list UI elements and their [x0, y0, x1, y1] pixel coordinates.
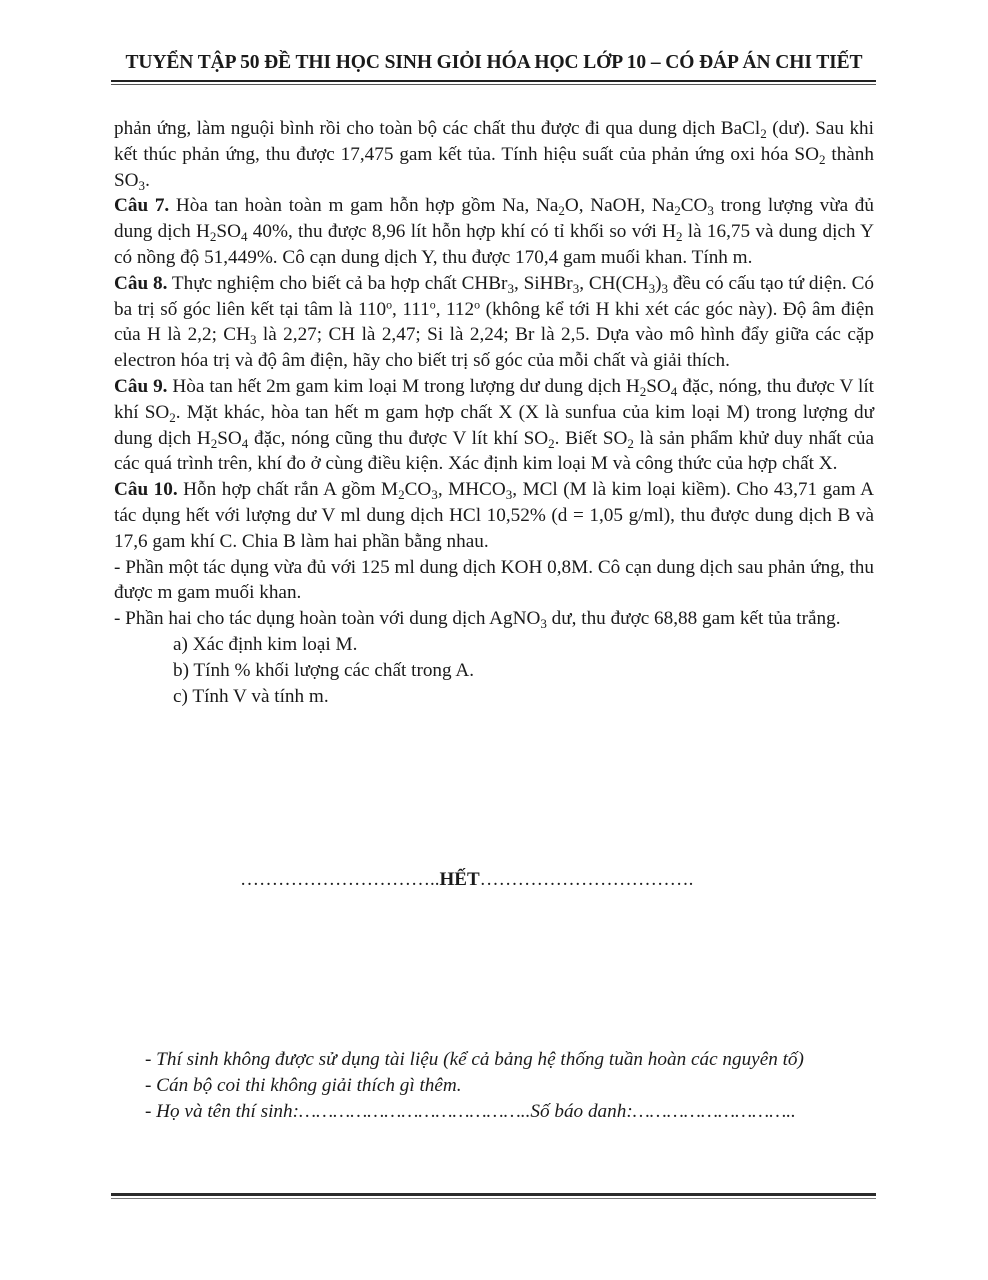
end-marker — [240, 869, 760, 891]
note-candidate-info: - Họ và tên thí sinh:…………………………………..Số báo danh:……………………….. — [145, 1101, 796, 1122]
subscript: 3 — [507, 280, 514, 296]
question-10 — [114, 477, 874, 554]
subscript: 4 — [240, 229, 248, 245]
question-8 — [114, 271, 874, 374]
text-run: CO — [404, 479, 432, 501]
subscript: 3 — [707, 203, 714, 219]
text-run: (không kể tới H khi xét các góc này). Độ âm điện của H là 2,2; CH — [114, 298, 874, 346]
text-run: Hòa tan hết 2m gam kim loại M trong lượng dư dung dịch H — [167, 375, 640, 397]
subscript: 4 — [670, 383, 678, 399]
subscript: 2 — [209, 229, 217, 245]
text-run: , 112 — [435, 298, 475, 320]
text-run: ) — [655, 272, 662, 294]
text-run: 40%, thu được 8,96 lít hỗn hợp khí có tỉ khối so với H — [247, 221, 676, 243]
text-run: đặc, nóng, thu được V lít khí SO — [114, 375, 874, 423]
text-run: O, NaOH, Na — [564, 195, 675, 217]
superscript: o — [474, 297, 481, 312]
question-label: Câu 8. — [114, 272, 168, 294]
subscript: 2 — [558, 203, 565, 219]
text-run: , CH(CH — [579, 272, 649, 294]
question-label: Câu 7. — [114, 195, 170, 217]
subscript: 2 — [548, 435, 555, 451]
subscript: 3 — [138, 177, 146, 193]
subscript: 2 — [169, 409, 176, 425]
text-run: , MHCO — [437, 479, 506, 501]
subscript: 2 — [639, 383, 647, 399]
subscript: 2 — [674, 203, 681, 219]
subscript: 3 — [572, 280, 580, 296]
text-run: dư, thu được 68,88 gam kết tủa trắng. — [546, 608, 841, 630]
document-header-title: TUYỂN TẬP 50 ĐỀ THI HỌC SINH GIỎI HÓA HỌC LỚP 10 – CÓ ĐÁP ÁN CHI TIẾT — [125, 52, 863, 73]
subscript: 3 — [431, 487, 438, 503]
text-run: Hỗn hợp chất rắn A gồm M — [177, 479, 399, 501]
text-run: CO — [680, 195, 708, 217]
text-run: phản ứng, làm nguội bình rồi cho toàn bộ các chất thu được đi qua dung dịch BaCl — [114, 118, 761, 139]
paragraph — [114, 116, 874, 193]
text-run: là sản phẩm khử duy nhất của các quá trình trên, khí đo ở cùng điều kiện. Xác định kim loại M và công thức của hợp chất X. — [114, 427, 874, 475]
text-run: trong lượng vừa đủ dung dịch H — [114, 195, 874, 243]
text-run: . Mặt khác, hòa tan hết m gam hợp chất X (X là sunfua của kim loại M) trong lượng dư dung dịch H — [114, 401, 875, 449]
end-marker-word: HẾT — [439, 869, 480, 890]
question-label: Câu 10. — [114, 479, 178, 501]
question-9 — [114, 374, 874, 477]
subscript: 3 — [648, 280, 656, 296]
text-run: - Phần một tác dụng vừa đủ với 125 ml dung dịch KOH 0,8M. Cô cạn dung dịch sau phản ứng, thu được m gam muối khan. — [114, 556, 874, 604]
sub-question-c: c) Tính V và tính m. — [173, 685, 329, 707]
text-run: Thực nghiệm cho biết cả ba hợp chất CHBr — [167, 272, 508, 294]
subscript: 2 — [398, 487, 405, 503]
exam-notes — [145, 1047, 885, 1125]
text-run: là 2,27; CH là 2,47; Si là 2,24; Br là 2,5. Dựa vào mô hình đẩy giữa các cặp electron hóa trị và độ âm điện, hãy cho biết trị số góc của mỗi chất và giải thích. — [114, 324, 874, 372]
question-7 — [114, 193, 874, 270]
subscript: 4 — [241, 435, 249, 451]
subscript: 2 — [210, 435, 218, 451]
text-run: đặc, nóng cũng thu được V lít khí SO — [248, 427, 549, 449]
question-paragraphs — [114, 116, 874, 632]
subscript: 2 — [627, 435, 634, 451]
subscript: 3 — [249, 332, 257, 348]
paragraph — [114, 606, 874, 632]
header-divider — [111, 80, 876, 85]
footer-divider — [111, 1193, 876, 1199]
text-run: . Biết SO — [554, 427, 628, 449]
end-marker-right-dots: ……………………………. — [479, 869, 694, 890]
text-run: là 16,75 và dung dịch Y có nồng độ 51,449%. Cô cạn dung dịch Y, thu được 170,4 gam muối khan. Tính m. — [114, 221, 874, 268]
text-run: SO — [646, 375, 671, 397]
text-run: . — [145, 169, 150, 191]
note-no-explanation: - Cán bộ coi thi không giải thích gì thêm. — [145, 1075, 462, 1096]
subscript: 2 — [675, 229, 683, 245]
text-run: SO — [217, 427, 242, 449]
subscript: 3 — [505, 487, 513, 503]
question-label: Câu 9. — [114, 375, 168, 397]
text-run: - Phần hai cho tác dụng hoàn toàn với dung dịch AgNO — [114, 608, 541, 630]
text-run: , MCl (M là kim loại kiềm). Cho 43,71 gam A tác dụng hết với lượng dư V ml dung dịch HCl 10,52% (d = 1,05 g/ml), thu được dung dịch B và 17,6 gam khí C. Chia B làm hai phần bằng nhau. — [114, 479, 874, 552]
text-run: thành SO — [114, 143, 874, 191]
text-run: Hòa tan hoàn toàn m gam hỗn hợp gồm Na, Na — [169, 195, 559, 217]
sub-question-b: b) Tính % khối lượng các chất trong A. — [173, 659, 475, 681]
note-no-documents: - Thí sinh không được sử dụng tài liệu (kể cả bảng hệ thống tuần hoàn các nguyên tố) — [145, 1049, 804, 1070]
exam-content — [114, 116, 874, 709]
superscript: o — [429, 297, 436, 312]
subscript: 2 — [760, 125, 767, 141]
subscript: 3 — [540, 616, 547, 632]
end-marker-left-dots: ………………………….. — [240, 869, 440, 890]
text-run: (dư). Sau khi kết thúc phản ứng, thu được 17,475 gam kết tủa. Tính hiệu suất của phản ứng oxi hóa SO — [114, 118, 874, 165]
text-run: SO — [216, 221, 241, 243]
subscript: 3 — [661, 280, 669, 296]
sub-question-list — [114, 632, 874, 709]
superscript: o — [386, 297, 393, 312]
text-run: , SiHBr — [513, 272, 573, 294]
text-run: đều có cấu tạo tứ diện. Có ba trị số góc liên kết tại tâm là 110 — [114, 272, 874, 320]
subscript: 2 — [818, 151, 826, 167]
sub-question-a: a) Xác định kim loại M. — [173, 633, 358, 655]
text-run: , 111 — [392, 298, 430, 320]
paragraph — [114, 555, 874, 607]
